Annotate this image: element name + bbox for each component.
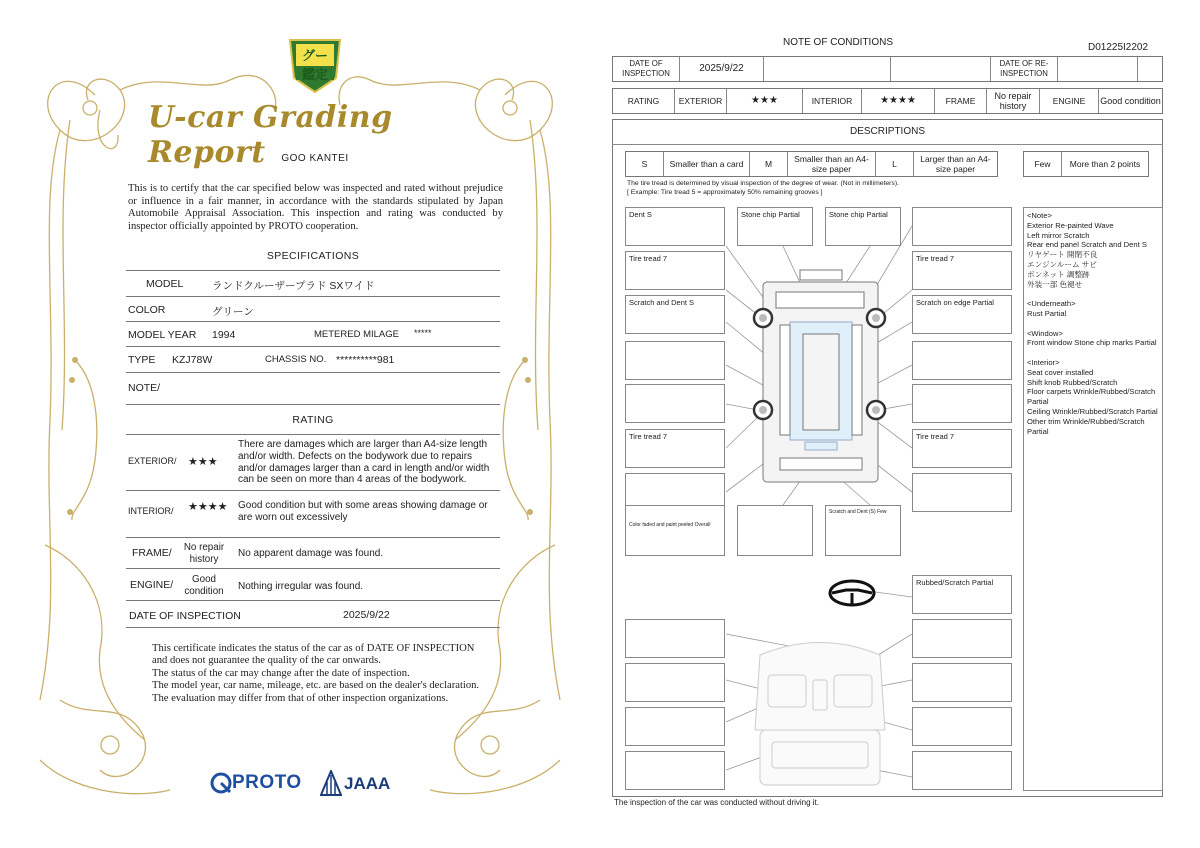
car-interior-view-icon	[755, 643, 885, 786]
frame-description: No apparent damage was found.	[238, 548, 384, 559]
interior-label: INTERIOR	[803, 89, 862, 113]
desc-box	[912, 707, 1012, 746]
divider	[126, 321, 500, 322]
divider	[126, 270, 500, 271]
chassis-value: **********981	[336, 354, 395, 366]
certification-text: This is to certify that the car specified below was inspected and rated without prejudice or influence in a fair manner, in accordance with the standards stipulated by Japan Automobile Appraisal Association. This inspection and rating was conducted by inspector officially appointed by PROTO cooperation.	[128, 183, 503, 232]
divider	[126, 404, 500, 405]
model-label: MODEL	[146, 278, 184, 290]
divider	[126, 434, 500, 435]
color-label: COLOR	[128, 304, 166, 316]
desc-box	[625, 341, 725, 380]
date-of-inspection-value: 2025/9/22	[343, 609, 390, 621]
proto-logo: PROTO	[232, 772, 302, 793]
legend-few-desc: More than 2 points	[1069, 159, 1141, 169]
desc-box-tire-front-left: Tire tread 7	[625, 251, 725, 290]
exterior-description: There are damages which are larger than A4-size length and/or width. Defects on the bodywork due to repairs and/or damages larger than a card in length and/or width can be seen on more than 4 areas of the bodywork.	[238, 439, 490, 486]
divider	[126, 600, 500, 601]
divider	[126, 537, 500, 538]
note-label: NOTE/	[128, 382, 161, 394]
divider	[126, 627, 500, 628]
color-value: グリーン	[212, 306, 254, 318]
divider	[126, 346, 500, 347]
desc-box-left-front: Scratch and Dent S	[625, 295, 725, 334]
specifications-heading: SPECIFICATIONS	[266, 250, 360, 262]
frame-value: No repair history	[987, 89, 1040, 113]
metered-mileage-label: METERED MILAGE	[314, 329, 399, 340]
legend-s-desc: Smaller than a card	[664, 152, 750, 176]
desc-box	[625, 751, 725, 790]
date-inspection-value: 2025/9/22	[680, 57, 764, 81]
engine-value: Good condition	[1100, 96, 1161, 106]
legend-s: S	[626, 152, 664, 176]
divider	[126, 568, 500, 569]
legend-m: M	[750, 152, 788, 176]
engine-description: Nothing irregular was found.	[238, 581, 364, 592]
report-subtitle: GOO KANTEI	[281, 153, 349, 164]
tire-note-1: The tire tread is determined by visual inspection of the degree of wear. (Not in millimeters).	[627, 180, 899, 187]
document-id: D01225I2202	[1088, 42, 1149, 53]
jaaa-logo: JAAA	[344, 774, 391, 793]
tire-note-2: [ Example: Tire tread 5 = approximately 50% remaining grooves ]	[627, 189, 823, 196]
descriptions-heading: DESCRIPTIONS	[849, 126, 925, 137]
date-inspection-label: DATE OF INSPECTION	[613, 57, 680, 81]
note-of-conditions	[600, 0, 1200, 848]
desc-box	[625, 384, 725, 423]
divider	[126, 372, 500, 373]
frame-label: FRAME	[935, 89, 987, 113]
desc-box-front-glass: Stone chip Partial	[737, 207, 813, 246]
legend-l: L	[876, 152, 914, 176]
desc-box-steering: Rubbed/Scratch Partial	[912, 575, 1012, 614]
desc-box-roof: Stone chip Partial	[825, 207, 901, 246]
model-year-label: MODEL YEAR	[128, 329, 197, 341]
desc-box	[912, 751, 1012, 790]
desc-box	[912, 473, 1012, 512]
metered-mileage-value: *****	[414, 328, 432, 338]
exterior-label: EXTERIOR	[675, 89, 727, 113]
desc-box-front-left: Dent S	[625, 207, 725, 246]
desc-box-front-right	[912, 207, 1012, 246]
certificate-footer: This certificate indicates the status of the car as of DATE OF INSPECTION and does not guarantee the quality of the car onwards. The status of the car may change after the date of inspection. The model year, car name, mileage, etc. are based on the dealer's declaration. The evaluation may differ from that of other inspection organizations.	[152, 643, 480, 704]
interior-stars: ★★★★	[862, 89, 935, 113]
divider	[126, 296, 500, 297]
engine-label: ENGINE	[1040, 89, 1099, 113]
legend-l-desc: Larger than an A4-size paper	[920, 154, 991, 174]
desc-box-rear-left: Color faded and paint peeled Overall	[625, 505, 725, 556]
proto-logo-icon	[210, 772, 232, 794]
engine-label: ENGINE/	[130, 579, 174, 591]
interior-stars: ★★★★	[188, 501, 228, 513]
legend-few: Few	[1024, 152, 1062, 176]
desc-box	[912, 619, 1012, 658]
desc-box-tire-rear-right: Tire tread 7	[912, 429, 1012, 468]
interior-label: INTERIOR/	[128, 506, 174, 516]
model-year-value: 1994	[212, 329, 236, 341]
car-top-view-icon	[763, 270, 878, 482]
divider	[126, 490, 500, 491]
exterior-label: EXTERIOR/	[128, 456, 177, 466]
desc-box-rear	[737, 505, 813, 556]
exterior-stars: ★★★	[727, 89, 803, 113]
date-reinspection-label: DATE OF RE-INSPECTION	[991, 57, 1058, 81]
rating-heading: RATING	[292, 414, 334, 426]
desc-box	[912, 384, 1012, 423]
legend-m-desc: Smaller than an A4-size paper	[788, 152, 876, 176]
engine-value: Good condition	[184, 574, 224, 597]
desc-box	[912, 663, 1012, 702]
desc-box-rear-right: Scratch and Dent (S) Few	[825, 505, 901, 556]
desc-box-right-front: Scratch on edge Partial	[912, 295, 1012, 334]
model-value: ランドクルーザープラド SXワイド	[212, 280, 375, 292]
desc-box	[625, 619, 725, 658]
frame-label: FRAME/	[132, 547, 172, 559]
conditions-heading: NOTE OF CONDITIONS	[783, 37, 893, 48]
type-value: KZJ78W	[172, 354, 213, 366]
exterior-stars: ★★★	[188, 456, 218, 468]
steering-wheel-icon	[830, 581, 874, 605]
jaaa-logo-icon	[320, 770, 342, 796]
notes-panel: <Note> Exterior Re-painted Wave Left mirror Scratch Rear end panel Scratch and Dent S リヤゲート 開閉不良 エンジンルーム サビ ボンネット 調整跡 外装一部 色褪せ <Underneath> Rust Partial <Window> Front window Stone chip marks Partial <Interior> Seat cover installed Shift knob Rubbed/Scratch Floor carpets Wrinkle/Rubbed/Scratch Partial Ceiling Wrinkle/Rubbed/Scratch Partial Other trim Wrinkle/Rubbed/Scratch Partial	[1023, 207, 1163, 791]
report-title: U-car Grading Report	[148, 100, 393, 170]
desc-box-tire-front-right: Tire tread 7	[912, 251, 1012, 290]
interior-description: Good condition but with some areas showing damage or are worn out excessively	[238, 500, 488, 523]
desc-box	[625, 707, 725, 746]
desc-box	[912, 341, 1012, 380]
badge-text: グー鑑定	[301, 48, 328, 82]
conditions-footer: The inspection of the car was conducted without driving it.	[614, 798, 819, 807]
type-label: TYPE	[128, 354, 156, 366]
desc-box-tire-rear-left: Tire tread 7	[625, 429, 725, 468]
date-of-inspection-label: DATE OF INSPECTION	[129, 610, 241, 622]
chassis-label: CHASSIS NO.	[265, 354, 327, 365]
rating-label: RATING	[613, 89, 675, 113]
desc-box	[625, 663, 725, 702]
frame-value: No repair history	[183, 542, 225, 565]
